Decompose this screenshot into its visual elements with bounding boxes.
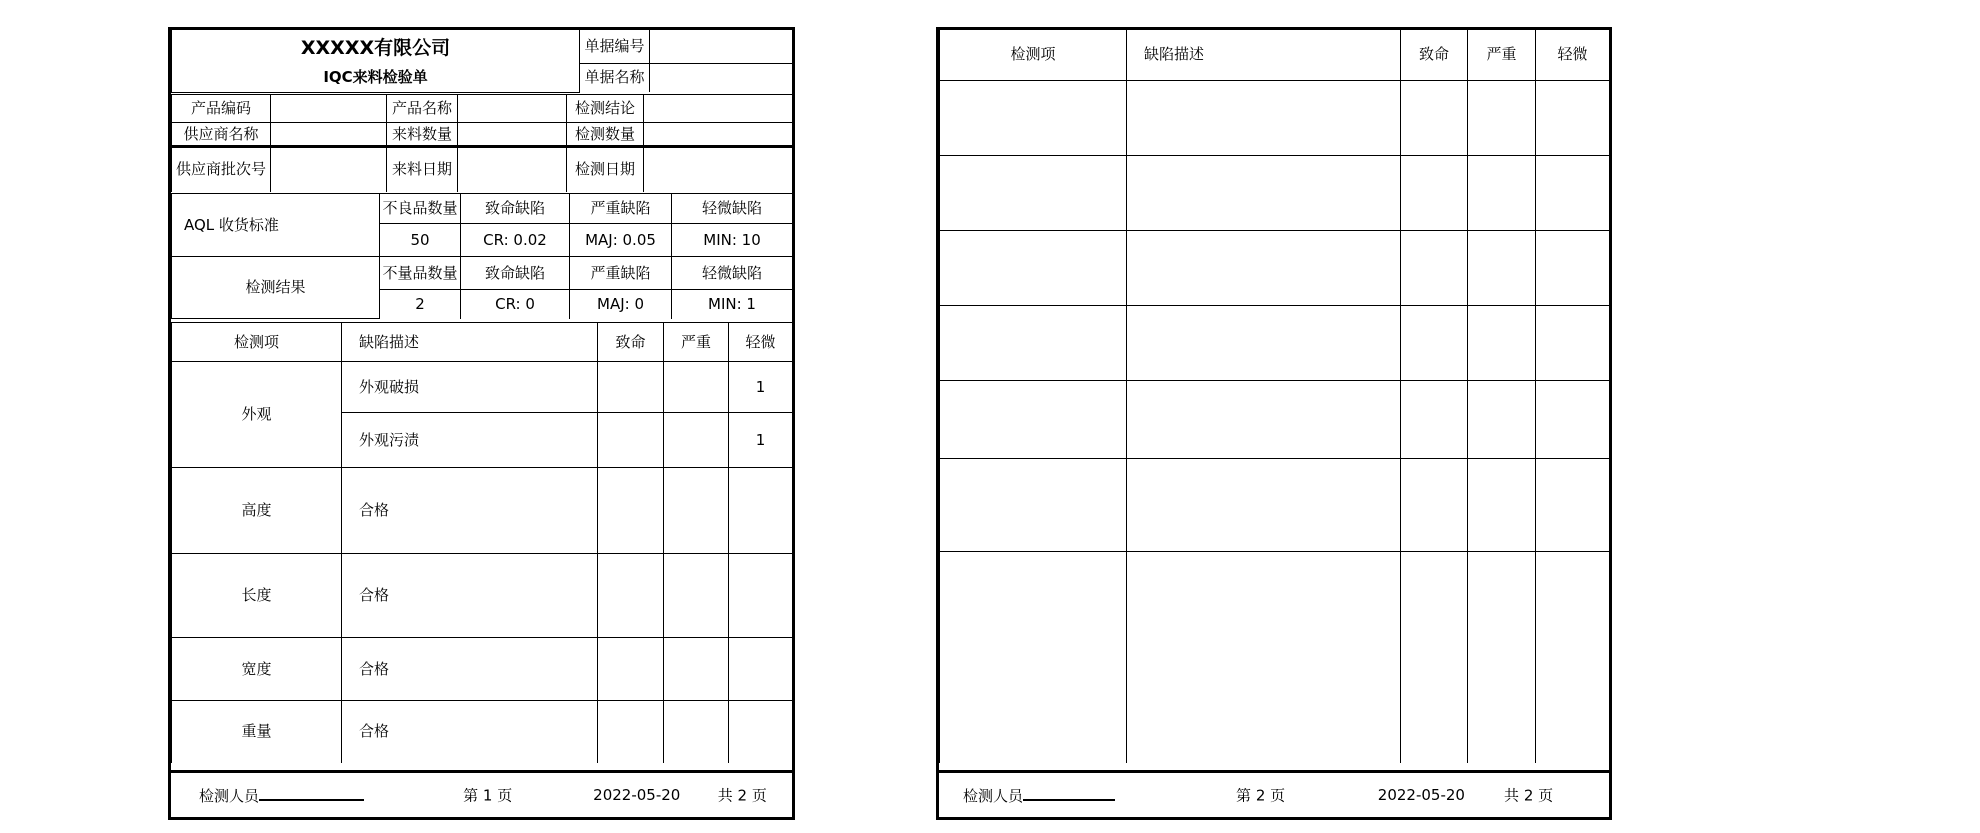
pass-cell: 合格 [342, 554, 598, 638]
pass-cell: 合格 [342, 701, 598, 763]
supplier-batch-label: 供应商批次号 [172, 147, 271, 192]
result-major-value: MAJ: 0 [570, 290, 672, 319]
title-block [171, 30, 792, 94]
report-date: 2022-05-20 [1377, 786, 1465, 804]
aql-result-block [171, 193, 792, 322]
item-width: 宽度 [172, 638, 342, 701]
result-defect-qty-value: 2 [380, 290, 461, 319]
table-row [172, 468, 793, 554]
product-name-label: 产品名称 [387, 95, 458, 123]
major-count-cell [664, 362, 729, 413]
footer [939, 770, 1609, 817]
supplier-batch-value [271, 147, 387, 192]
major-count-cell [664, 413, 729, 468]
critical-count-cell [598, 362, 664, 413]
item-weight: 重量 [172, 701, 342, 763]
info-table [171, 94, 793, 192]
doc-number-value [650, 30, 793, 63]
header-major: 严重 [1468, 30, 1536, 80]
major-count-cell [664, 638, 729, 701]
total-pages: 共 2 页 [717, 786, 767, 805]
incoming-date-value [458, 147, 567, 192]
table-row [940, 230, 1610, 305]
company-name: XXXXX有限公司 [300, 36, 451, 59]
critical-count-cell [598, 638, 664, 701]
form-title-cell [172, 30, 580, 92]
minor-count-cell: 1 [729, 413, 793, 468]
aql-critical-header: 致命缺陷 [461, 194, 570, 224]
page-number: 第 1 页 [463, 786, 513, 805]
header-desc: 缺陷描述 [342, 323, 598, 362]
header-minor: 轻微 [729, 323, 793, 362]
header-minor: 轻微 [1536, 30, 1610, 80]
aql-defect-qty-header: 不良品数量 [380, 194, 461, 224]
report-date: 2022-05-20 [593, 786, 681, 804]
defect-desc-cell: 外观污渍 [342, 413, 598, 468]
header-item: 检测项 [940, 30, 1127, 80]
doc-name-value [650, 63, 793, 92]
footer [171, 770, 792, 817]
inspection-form-page-2 [936, 27, 1612, 820]
inspection-form-page-1 [168, 27, 795, 820]
table-row [940, 458, 1610, 551]
inspect-date-value [644, 147, 793, 192]
header-item: 检测项 [172, 323, 342, 362]
total-pages: 共 2 页 [1504, 786, 1554, 805]
inspector-group [199, 784, 364, 806]
inspector-label: 检测人员 [963, 787, 1024, 805]
aql-defect-qty-value: 50 [380, 224, 461, 257]
result-minor-value: MIN: 1 [672, 290, 793, 319]
inspector-group [963, 784, 1115, 806]
info-block [171, 94, 792, 193]
page-number: 第 2 页 [1236, 786, 1286, 805]
aql-minor-header: 轻微缺陷 [672, 194, 793, 224]
critical-count-cell [598, 554, 664, 638]
major-count-cell [664, 554, 729, 638]
inspect-qty-value [644, 123, 793, 147]
inspect-date-label: 检测日期 [567, 147, 644, 192]
result-critical-header: 致命缺陷 [461, 257, 570, 290]
header-desc: 缺陷描述 [1127, 30, 1401, 80]
signature-line [1023, 784, 1115, 801]
table-row [940, 80, 1610, 155]
defect-table [939, 30, 1610, 763]
header-major: 严重 [664, 323, 729, 362]
form-title: IQC来料检验单 [323, 67, 428, 86]
aql-result-table [171, 193, 793, 319]
item-appearance: 外观 [172, 362, 342, 468]
inspector-label: 检测人员 [199, 787, 260, 805]
major-count-cell [664, 701, 729, 763]
defect-table-block [939, 30, 1609, 770]
signature-line [259, 784, 364, 801]
result-major-header: 严重缺陷 [570, 257, 672, 290]
table-row [940, 305, 1610, 380]
supplier-name-value [271, 123, 387, 147]
aql-critical-value: CR: 0.02 [461, 224, 570, 257]
defect-table-header-row [172, 323, 793, 362]
supplier-name-label: 供应商名称 [172, 123, 271, 147]
minor-count-cell: 1 [729, 362, 793, 413]
title-table [171, 30, 793, 93]
table-row [172, 554, 793, 638]
doc-name-label: 单据名称 [580, 63, 650, 92]
aql-major-header: 严重缺陷 [570, 194, 672, 224]
inspect-qty-label: 检测数量 [567, 123, 644, 147]
defect-table-header-row [940, 30, 1610, 80]
critical-count-cell [598, 701, 664, 763]
aql-major-value: MAJ: 0.05 [570, 224, 672, 257]
inspect-conclusion-value [644, 95, 793, 123]
header-critical: 致命 [1401, 30, 1468, 80]
incoming-qty-value [458, 123, 567, 147]
table-row [940, 155, 1610, 230]
minor-count-cell [729, 638, 793, 701]
incoming-date-label: 来料日期 [387, 147, 458, 192]
item-length: 长度 [172, 554, 342, 638]
product-code-value [271, 95, 387, 123]
product-code-label: 产品编码 [172, 95, 271, 123]
minor-count-cell [729, 701, 793, 763]
pass-cell: 合格 [342, 638, 598, 701]
defect-table [171, 322, 793, 763]
table-row [172, 638, 793, 701]
table-row [940, 551, 1610, 763]
aql-standard-label: AQL 收货标准 [172, 194, 380, 257]
table-row [940, 380, 1610, 458]
major-count-cell [664, 468, 729, 554]
header-critical: 致命 [598, 323, 664, 362]
minor-count-cell [729, 554, 793, 638]
aql-minor-value: MIN: 10 [672, 224, 793, 257]
product-name-value [458, 95, 567, 123]
table-row [172, 701, 793, 763]
inspect-conclusion-label: 检测结论 [567, 95, 644, 123]
result-defect-qty-header: 不量品数量 [380, 257, 461, 290]
result-minor-header: 轻微缺陷 [672, 257, 793, 290]
table-row [172, 362, 793, 413]
result-label: 检测结果 [172, 257, 380, 319]
pass-cell: 合格 [342, 468, 598, 554]
defect-desc-cell: 外观破损 [342, 362, 598, 413]
result-critical-value: CR: 0 [461, 290, 570, 319]
incoming-qty-label: 来料数量 [387, 123, 458, 147]
defect-table-block [171, 322, 792, 770]
critical-count-cell [598, 468, 664, 554]
doc-number-label: 单据编号 [580, 30, 650, 63]
item-height: 高度 [172, 468, 342, 554]
minor-count-cell [729, 468, 793, 554]
critical-count-cell [598, 413, 664, 468]
